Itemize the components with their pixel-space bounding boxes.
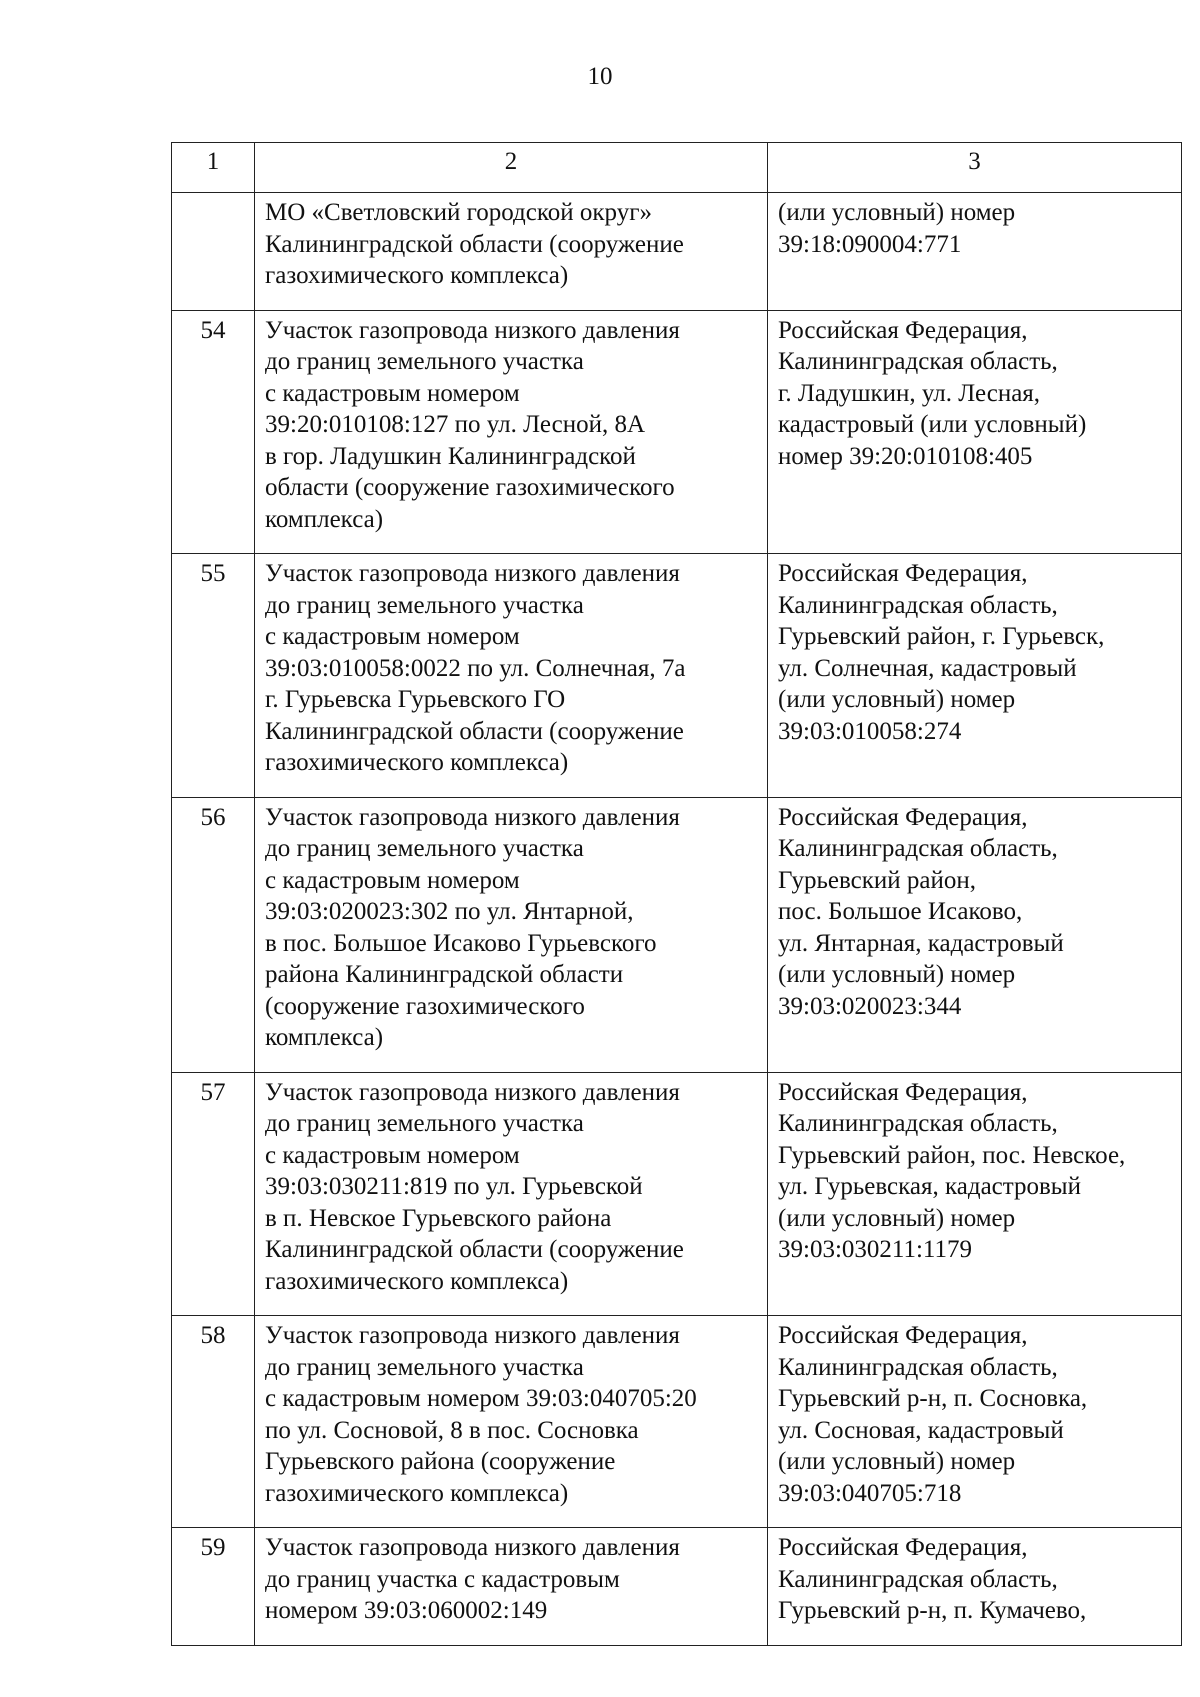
table-row bbox=[172, 1528, 1182, 1646]
table-header-row bbox=[172, 143, 1182, 193]
row-number: 59 bbox=[172, 1528, 255, 1646]
table-row bbox=[172, 554, 1182, 798]
row-location: Российская Федерация, Калининградская область, Гурьевский район, пос. Невское, ул. Гурьевская, кадастровый (или условный) номер 39:03:030211:1179 bbox=[768, 1072, 1182, 1316]
row-description: Участок газопровода низкого давления до границ земельного участка с кадастровым номером 39:03:040705:20 по ул. Сосновой, 8 в пос. Сосновка Гурьевского района (сооружение газохимического комплекса) bbox=[255, 1316, 768, 1528]
row-number: 58 bbox=[172, 1316, 255, 1528]
row-location: Российская Федерация, Калининградская область, г. Ладушкин, ул. Лесная, кадастровый (или условный) номер 39:20:010108:405 bbox=[768, 310, 1182, 554]
row-location: (или условный) номер 39:18:090004:771 bbox=[768, 193, 1182, 311]
table-row bbox=[172, 1072, 1182, 1316]
row-location: Российская Федерация, Калининградская область, Гурьевский район, пос. Большое Исаково, ул. Янтарная, кадастровый (или условный) номер 39:03:020023:344 bbox=[768, 797, 1182, 1072]
row-description: Участок газопровода низкого давления до границ земельного участка с кадастровым номером 39:03:010058:0022 по ул. Солнечная, 7а г. Гурьевска Гурьевского ГО Калининградской области (сооружение газохимического комплекса) bbox=[255, 554, 768, 798]
row-location: Российская Федерация, Калининградская область, Гурьевский район, г. Гурьевск, ул. Солнечная, кадастровый (или условный) номер 39:03:010058:274 bbox=[768, 554, 1182, 798]
objects-table bbox=[171, 142, 1182, 1646]
header-col-1: 1 bbox=[172, 143, 255, 193]
row-description: МО «Светловский городской округ» Калининградской области (сооружение газохимического комплекса) bbox=[255, 193, 768, 311]
table-row bbox=[172, 310, 1182, 554]
header-col-3: 3 bbox=[768, 143, 1182, 193]
table-row bbox=[172, 193, 1182, 311]
row-number bbox=[172, 193, 255, 311]
row-number: 57 bbox=[172, 1072, 255, 1316]
row-number: 54 bbox=[172, 310, 255, 554]
row-description: Участок газопровода низкого давления до границ участка с кадастровым номером 39:03:060002:149 bbox=[255, 1528, 768, 1646]
row-description: Участок газопровода низкого давления до границ земельного участка с кадастровым номером 39:03:030211:819 по ул. Гурьевской в п. Невское Гурьевского района Калининградской области (сооружение газохимического комплекса) bbox=[255, 1072, 768, 1316]
table-row bbox=[172, 797, 1182, 1072]
row-number: 56 bbox=[172, 797, 255, 1072]
table-row bbox=[172, 1316, 1182, 1528]
row-number: 55 bbox=[172, 554, 255, 798]
row-description: Участок газопровода низкого давления до границ земельного участка с кадастровым номером 39:20:010108:127 по ул. Лесной, 8А в гор. Ладушкин Калининградской области (сооружение газохимического комплекса) bbox=[255, 310, 768, 554]
row-description: Участок газопровода низкого давления до границ земельного участка с кадастровым номером 39:03:020023:302 по ул. Янтарной, в пос. Большое Исаково Гурьевского района Калининградской области (сооружение газохимического комплекса) bbox=[255, 797, 768, 1072]
row-location: Российская Федерация, Калининградская область, Гурьевский р-н, п. Сосновка, ул. Сосновая, кадастровый (или условный) номер 39:03:040705:718 bbox=[768, 1316, 1182, 1528]
header-col-2: 2 bbox=[255, 143, 768, 193]
page-number: 10 bbox=[587, 63, 613, 90]
row-location: Российская Федерация, Калининградская область, Гурьевский р-н, п. Кумачево, bbox=[768, 1528, 1182, 1646]
